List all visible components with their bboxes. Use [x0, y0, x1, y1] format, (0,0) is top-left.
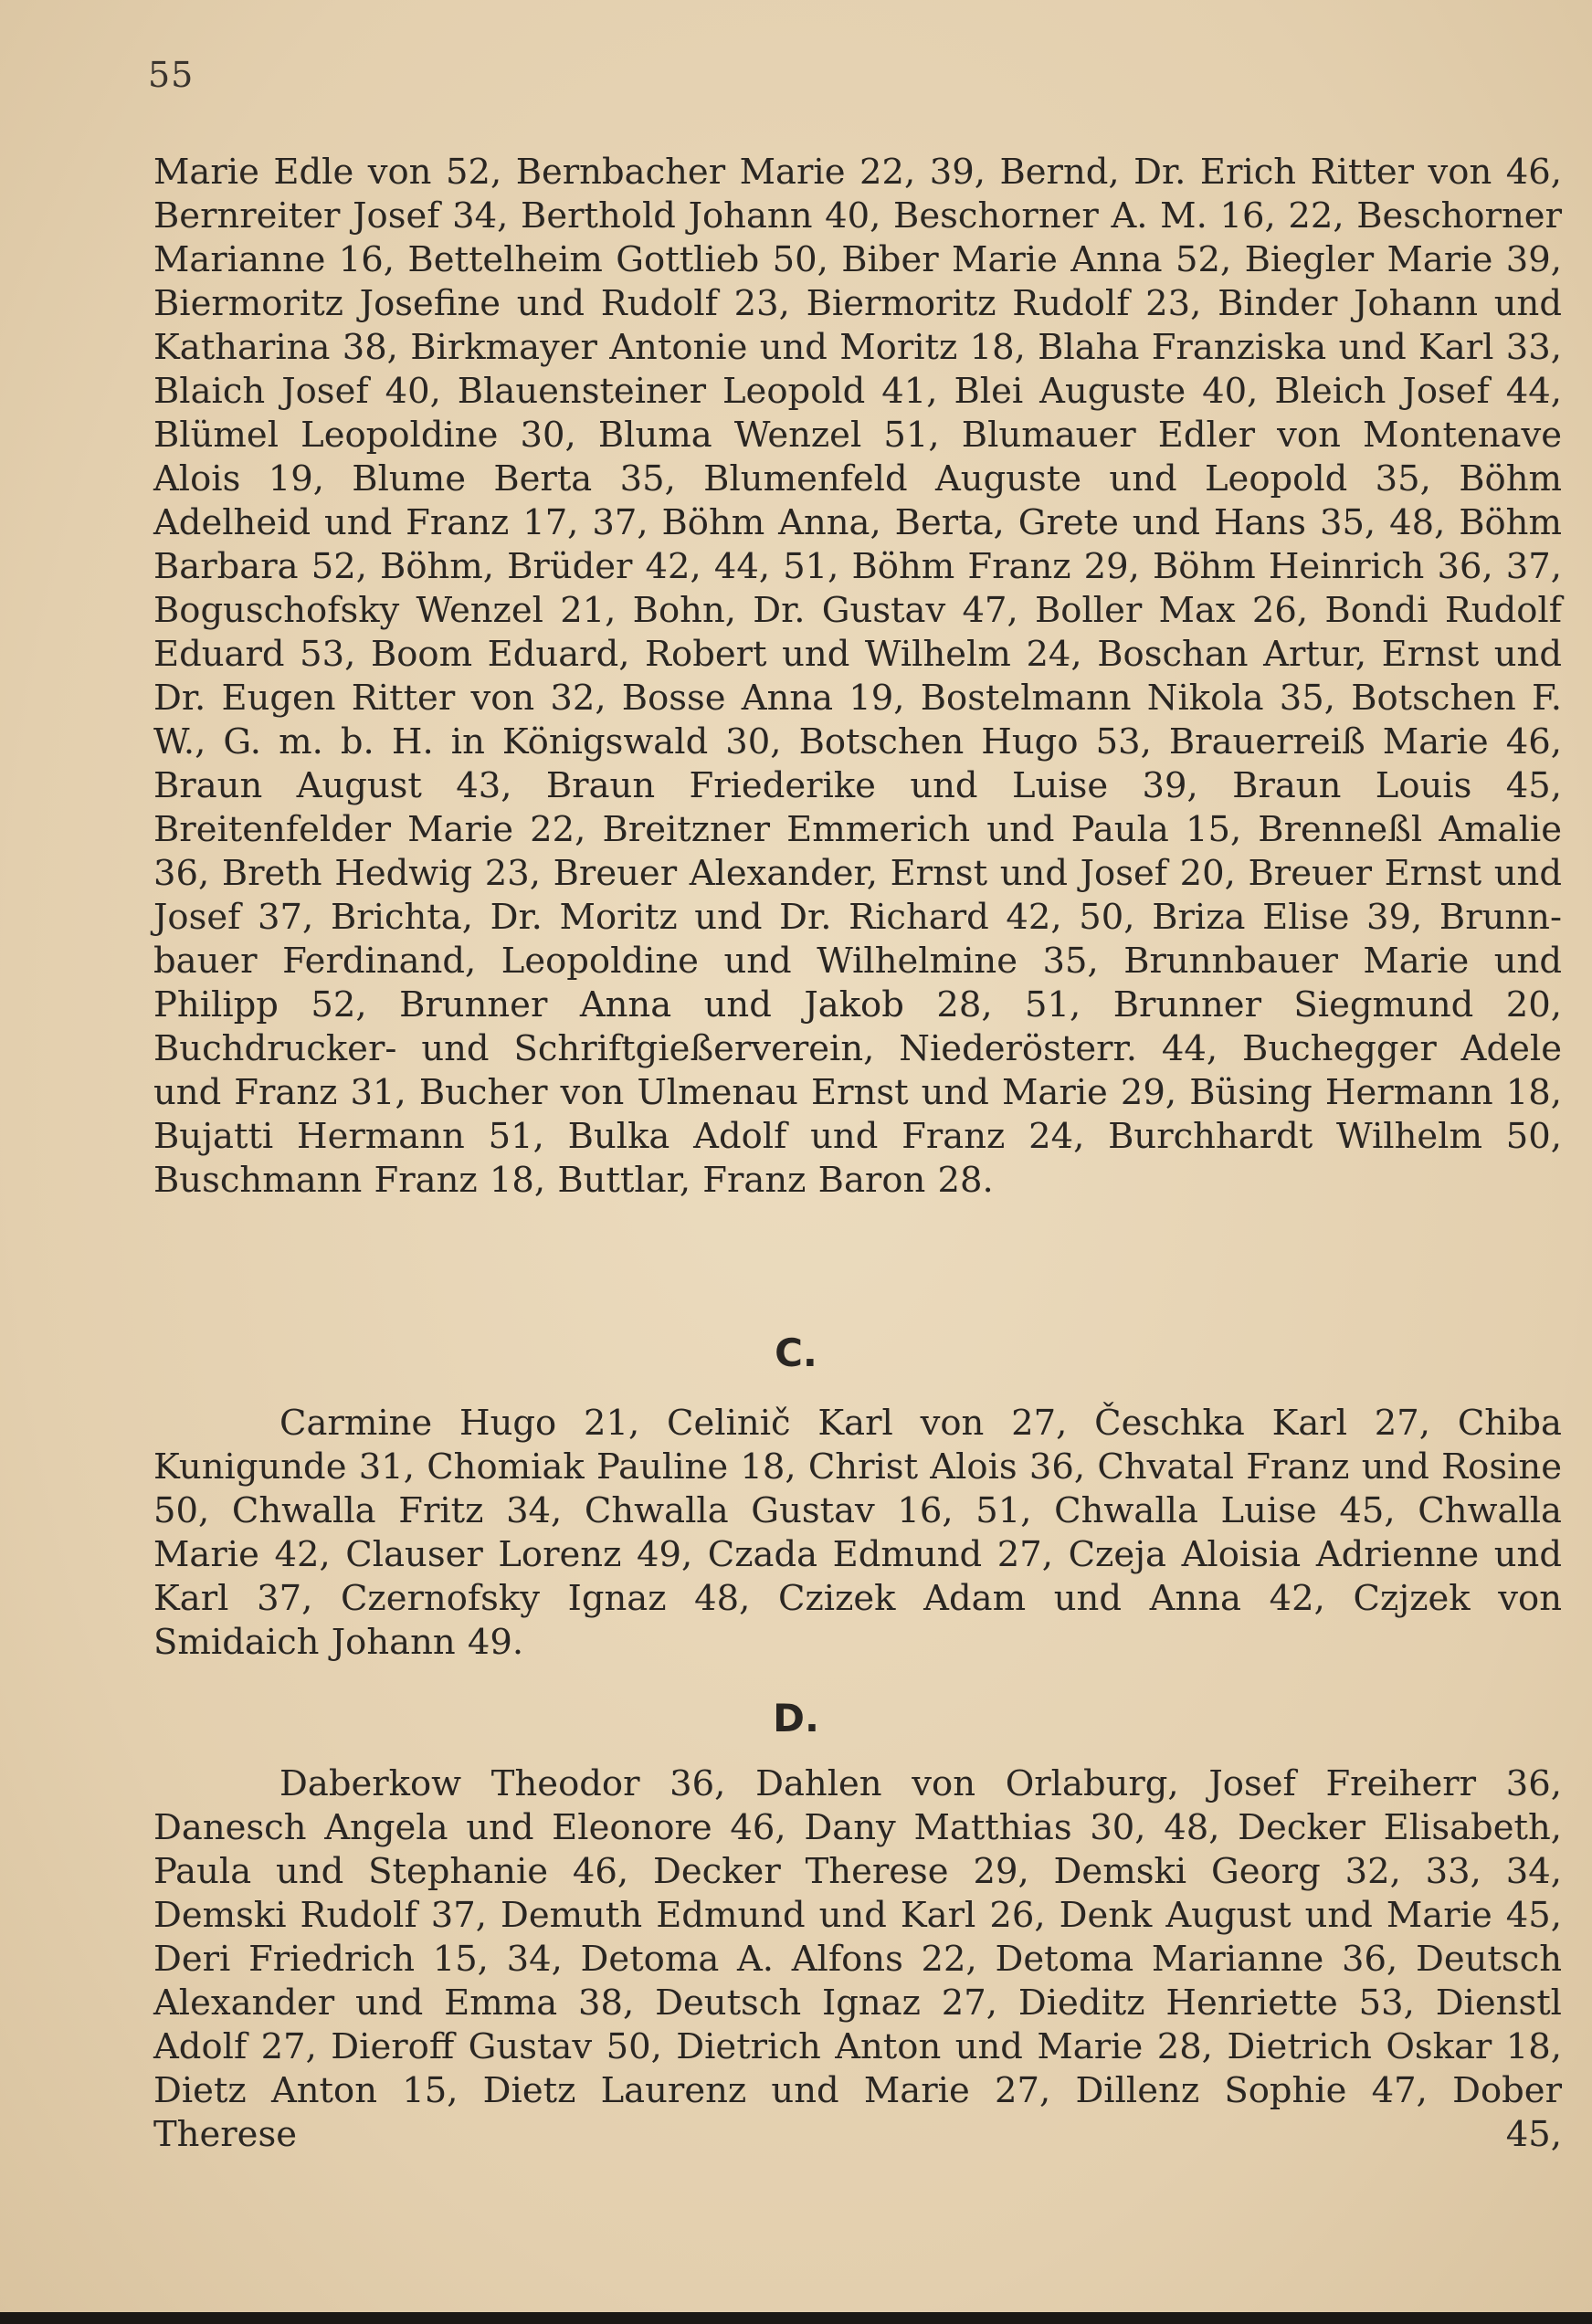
page-bottom-edge [0, 2312, 1592, 2324]
section-heading-c: C. [775, 1330, 817, 1375]
index-section-d-text: Daberkow Theodor 36, Dahlen von Orlaburg, Josef Freiherr 36, Danesch Angela und Eleonore 46, Dany Matthias 30, 48, Decker Elisabeth, Paula und Stephanie 46, Decker Therese 29, Demski Georg 32, 33, 34, Demski Rudolf 37, Demuth Edmund und Karl 26, Denk August und Marie 45, Deri Friedrich 15, 34, Detoma A. Alfons 22, Detoma Marianne 36, Deutsch Alexander und Emma 38, Deutsch Ignaz 27, Dieditz Henriette 53, Dienstl Adolf 27, Dieroff Gustav 50, Dietrich Anton und Marie 28, Dietrich Oskar 18, Dietz Anton 15, Dietz Laurenz und Marie 27, Dillenz Sophie 47, Dober Therese 45, [153, 1763, 1562, 2155]
page-number: 55 [148, 55, 195, 95]
index-section-c-text: Carmine Hugo 21, Celinič Karl von 27, Česchka Karl 27, Chiba Kunigunde 31, Chomiak Pauline 18, Christ Alois 36, Chvatal Franz und Rosine 50, Chwalla Fritz 34, Chwalla Gustav 16, 51, Chwalla Luise 45, Chwalla Marie 42, Clauser Lorenz 49, Czada Edmund 27, Czeja Aloisia Adrienne und Karl 37, Czernofsky Ignaz 48, Czizek Adam und Anna 42, Czjzek von Smidaich Johann 49. [153, 1403, 1562, 1663]
index-section-b-text: Marie Edle von 52, Bernbacher Marie 22, 39, Bernd, Dr. Erich Ritter von 46, Bernreiter Josef 34, Berthold Johann 40, Beschorner A. M. 16, 22, Beschorner Marianne 16, Bettelheim Gottlieb 50, Biber Marie Anna 52, Biegler Marie 39, Biermoritz Josefine und Rudolf 23, Biermoritz Rudolf 23, Binder Johann und Katharina 38, Birkmayer Antonie und Moritz 18, Blaha Franziska und Karl 33, Blaich Josef 40, Blauensteiner Leopold 41, Blei Auguste 40, Bleich Josef 44, Blümel Leopoldine 30, Bluma Wenzel 51, Blumauer Edler von Montenave Alois 19, Blume Berta 35, Blumenfeld Auguste und Leopold 35, Böhm Adelheid und Franz 17, 37, Böhm Anna, Berta, Grete und Hans 35, 48, Böhm Barbara 52, Böhm, Brüder 42, 44, 51, Böhm Franz 29, Böhm Heinrich 36, 37, Boguschofsky Wenzel 21, Bohn, Dr. Gustav 47, Boller Max 26, Bondi Rudolf Eduard 53, Boom Eduard, Robert und Wilhelm 24, Boschan Artur, Ernst und Dr. Eugen Ritter von 32, Bosse Anna 19, Bostelmann Nikola 35, Botschen F. W., G. m. b. H. in Königswald 30, Botschen Hugo 53, Brauerreiß Marie 46, Braun August 43, Braun Friederike und Luise 39, Braun Louis 45, Breitenfelder Marie 22, Breitzner Emmerich und Paula 15, Brenneßl Amalie 36, Breth Hedwig 23, Breuer Alexander, Ernst und Josef 20, Breuer Ernst und Josef 37, Brichta, Dr. Moritz und Dr. Richard 42, 50, Briza Elise 39, Brunnbauer Ferdinand, Leopoldine und Wilhelmine 35, Brunnbauer Marie und Philipp 52, Brunner Anna und Jakob 28, 51, Brunner Siegmund 20, Buchdrucker- und Schriftgießerverein, Niederösterr. 44, Buchegger Adele und Franz 31, Bucher von Ulmenau Ernst und Marie 29, Büsing Hermann 18, Bujatti Hermann 51, Bulka Adolf und Franz 24, Burchhardt Wilhelm 50, Buschmann Franz 18, Buttlar, Franz Baron 28. [153, 152, 1562, 1201]
section-heading-d: D. [773, 1696, 819, 1740]
